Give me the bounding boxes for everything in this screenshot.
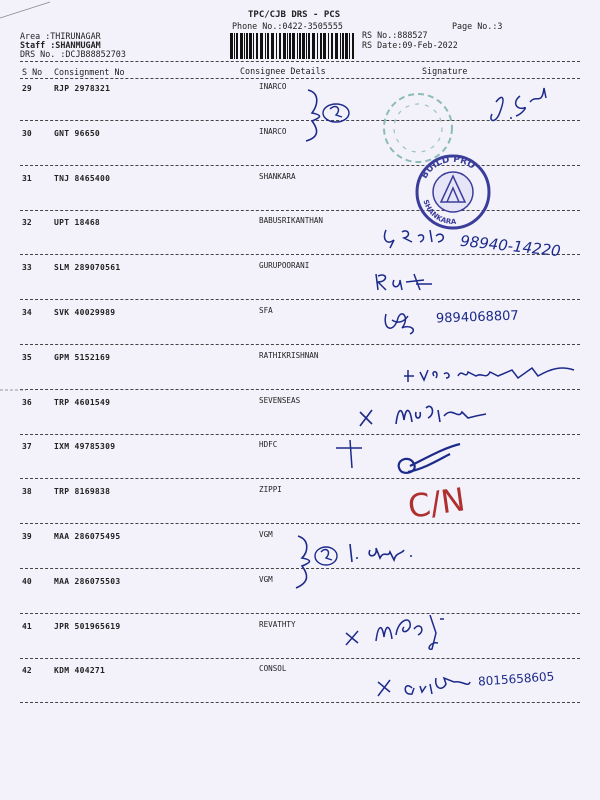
area-label: Area :THIRUNAGAR	[20, 31, 101, 41]
barcode-bar	[328, 33, 329, 59]
barcode-bar	[349, 33, 350, 59]
svg-text:SHANKARA: SHANKARA	[421, 198, 457, 226]
barcode-bar	[249, 33, 252, 59]
barcode-bar	[279, 33, 281, 59]
row-serial-number: 39	[22, 532, 32, 541]
row-separator	[20, 210, 580, 211]
row-consignment-number: MAA 286075503	[54, 576, 121, 586]
row-serial-number: 37	[22, 442, 32, 452]
barcode-bar	[236, 33, 238, 59]
row-serial-number: 29	[22, 84, 32, 93]
barcode-bar	[276, 33, 277, 59]
handwritten-note-38: C/N	[405, 480, 468, 526]
barcode-bar	[260, 33, 263, 59]
row-consignee: SHANKARA	[259, 171, 296, 181]
row-consignee: ZIPPI	[259, 485, 282, 495]
handwritten-phone-32: 98940-14220	[459, 231, 562, 261]
row-serial-number: 34	[22, 308, 32, 317]
signature-41	[340, 605, 460, 655]
barcode-bar	[240, 33, 243, 59]
row-consignee: SEVENSEAS	[259, 395, 301, 405]
row-separator	[20, 613, 580, 614]
signature-34	[380, 304, 440, 344]
row-serial-number: 40	[22, 576, 32, 586]
handwritten-phone-42: 8015658605	[477, 669, 555, 689]
barcode-bar	[302, 33, 305, 59]
barcode-bar	[297, 33, 298, 59]
barcode-bar	[230, 33, 233, 59]
row-consignment-number: TRP 8169838	[54, 487, 111, 497]
row-consignment-number: MAA 286075495	[54, 532, 121, 541]
row-separator	[20, 478, 580, 479]
barcode-bar	[267, 33, 269, 59]
barcode-bar	[320, 33, 322, 59]
page-number: Page No.:3	[452, 21, 503, 31]
barcode-bar	[292, 33, 295, 59]
row-consignment-number: SVK 40029989	[54, 308, 116, 317]
stray-mark	[0, 0, 60, 20]
row-separator	[20, 254, 580, 255]
row-consignee: CONSOL	[259, 664, 287, 674]
signature-32	[378, 222, 458, 252]
row-serial-number: 31	[22, 173, 32, 183]
signature-35	[402, 358, 582, 388]
row-separator	[20, 389, 580, 390]
row-consignee: GURUPOORANI	[259, 261, 310, 271]
rs-number: RS No.:888527	[362, 30, 428, 40]
row-consignment-number: RJP 2978321	[54, 84, 111, 93]
barcode-bar	[299, 33, 301, 59]
row-separator	[20, 702, 580, 703]
signature-36	[356, 398, 536, 438]
row-serial-number: 38	[22, 487, 32, 497]
barcode-bar	[312, 33, 315, 59]
shankara-stamp	[413, 152, 493, 232]
row-consignment-number: GNT 96650	[54, 128, 101, 138]
barcode-bar	[317, 33, 318, 59]
signature-37	[332, 436, 372, 476]
barcode-bar	[271, 33, 274, 59]
rs-date: RS Date:09-Feb-2022	[362, 40, 458, 50]
barcode	[230, 33, 355, 61]
barcode-bar	[323, 33, 326, 59]
row-consignment-number: IXM 49785309	[54, 442, 116, 452]
row-consignment-number: TRP 4601549	[54, 397, 111, 407]
row-consignment-number: JPR 501965619	[54, 621, 121, 631]
signature-29	[482, 84, 562, 134]
barcode-bar	[246, 33, 248, 59]
row-serial-number: 32	[22, 218, 32, 228]
row-separator	[20, 658, 580, 659]
col-consignee: Consignee Details	[240, 66, 326, 76]
row-consignment-number: TNJ 8465400	[54, 173, 111, 183]
row-separator	[20, 299, 580, 300]
row-consignee: INARCO	[259, 126, 287, 136]
row-separator	[20, 165, 580, 166]
row-serial-number: 42	[22, 666, 32, 676]
handwritten-brace-39-40	[292, 532, 432, 592]
row-consignment-number: SLM 289070561	[54, 263, 121, 273]
barcode-bar	[289, 33, 291, 59]
barcode-bar	[283, 33, 286, 59]
signature-33	[372, 268, 442, 298]
barcode-bar	[335, 33, 338, 59]
row-consignee: RATHIKRISHNAN	[259, 350, 319, 360]
staff-label: Staff :SHANMUGAM	[20, 40, 101, 50]
row-serial-number: 35	[22, 352, 32, 362]
svg-text:BUILD PRO: BUILD PRO	[419, 154, 477, 181]
row-consignee: SFA	[259, 306, 273, 315]
row-consignee: REVATHTY	[259, 619, 296, 629]
handwritten-phone-34: 9894068807	[435, 308, 519, 327]
barcode-bar	[253, 33, 254, 59]
barcode-bar	[308, 33, 310, 59]
barcode-bar	[331, 33, 333, 59]
row-serial-number: 36	[22, 397, 32, 407]
row-consignee: BABUSRIKANTHAN	[259, 216, 324, 226]
row-consignment-number: KDM 404271	[54, 666, 106, 676]
signature-42	[374, 668, 484, 708]
barcode-bar	[342, 33, 344, 59]
barcode-bar	[265, 33, 266, 59]
col-consignment: Consignment No	[54, 67, 125, 77]
barcode-bar	[256, 33, 258, 59]
margin-mark	[0, 386, 30, 396]
row-consignee: VGM	[259, 530, 273, 539]
row-separator	[20, 523, 580, 524]
row-consignee: VGM	[259, 574, 273, 584]
row-separator	[20, 344, 580, 345]
document-title: TPC/CJB DRS - PCS	[248, 10, 341, 20]
handwritten-brace-29-30	[300, 85, 360, 145]
row-serial-number: 33	[22, 263, 32, 273]
drs-number: DRS No. :DCJB88852703	[20, 49, 126, 59]
row-serial-number: 30	[22, 128, 32, 138]
barcode-bar	[306, 33, 307, 59]
barcode-bar	[287, 33, 288, 59]
row-consignee: INARCO	[259, 82, 287, 91]
row-consignee: HDFC	[259, 440, 278, 450]
barcode-bar	[352, 33, 354, 59]
row-consignment-number: UPT 18468	[54, 218, 101, 228]
barcode-bar	[345, 33, 348, 59]
col-signature: Signature	[422, 66, 468, 76]
barcode-bar	[234, 33, 235, 59]
barcode-bar	[340, 33, 341, 59]
barcode-bar	[244, 33, 245, 59]
col-sno: S No	[22, 67, 43, 77]
row-consignment-number: GPM 5152169	[54, 352, 111, 362]
row-serial-number: 41	[22, 621, 32, 631]
phone-number: Phone No.:0422-3505555	[232, 21, 343, 31]
